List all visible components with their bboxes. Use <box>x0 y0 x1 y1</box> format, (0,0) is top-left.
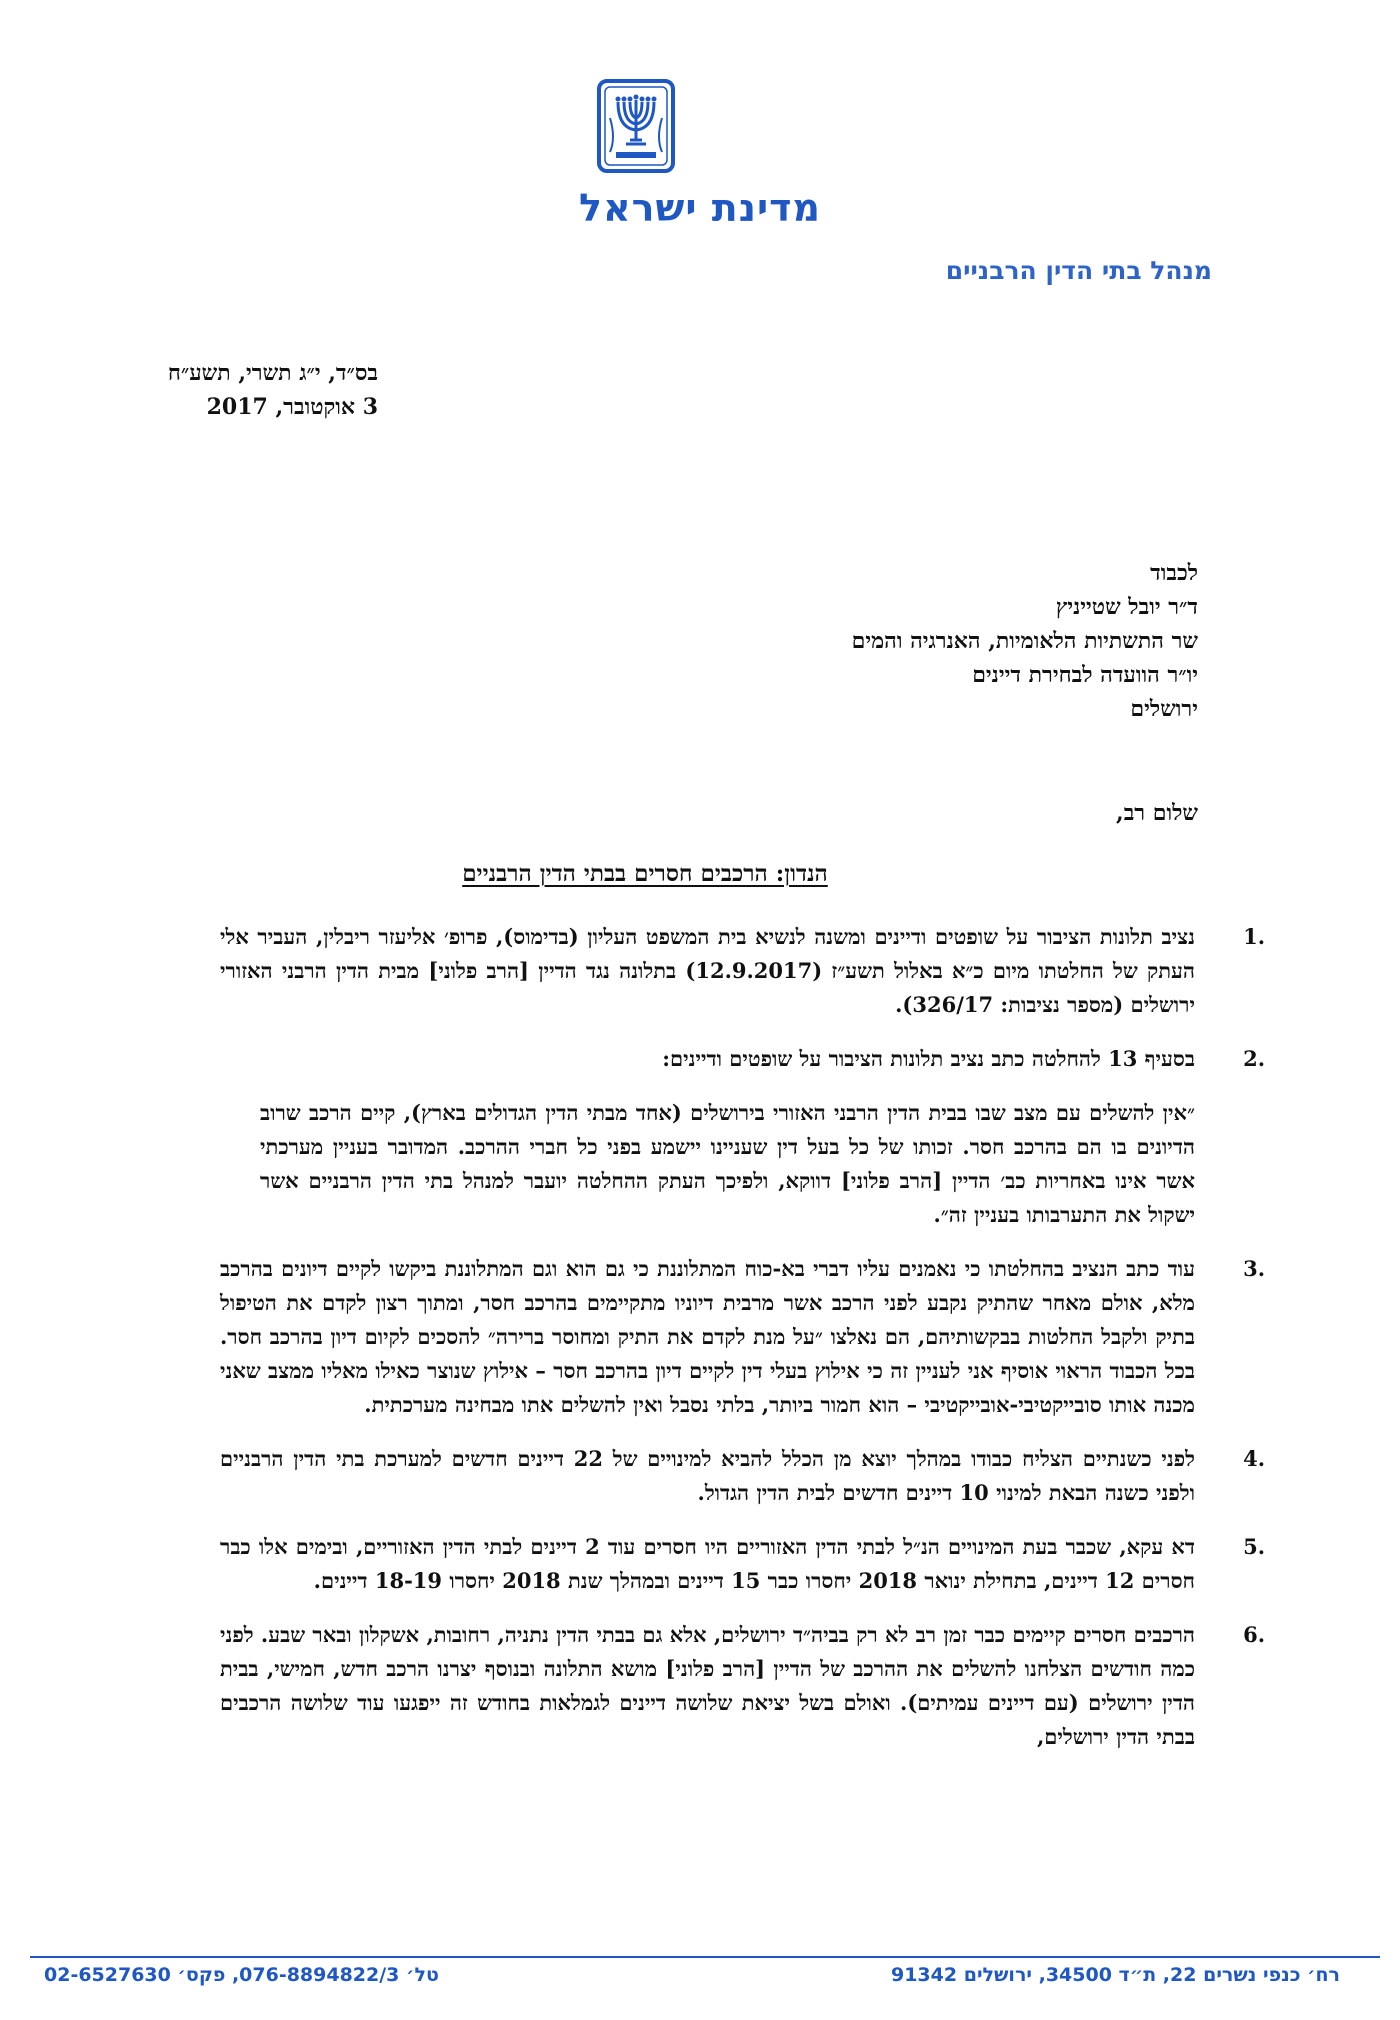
footer-divider <box>30 1956 1380 1958</box>
menorah-emblem-icon <box>596 78 676 174</box>
date-block <box>168 356 378 424</box>
paragraph <box>110 1618 1265 1754</box>
addressee-line: יו״ר הוועדה לבחירת דיינים <box>972 662 1198 688</box>
paragraph-number: .4 <box>1243 1446 1265 1471</box>
paragraph <box>110 1042 1265 1076</box>
paragraph-number: .6 <box>1243 1622 1265 1647</box>
paragraph-number: .3 <box>1243 1256 1265 1281</box>
paragraph-number: .2 <box>1243 1046 1265 1071</box>
paragraph-number: .5 <box>1243 1534 1265 1559</box>
paragraph <box>110 1442 1265 1510</box>
quoted-decision: ״אין להשלים עם מצב שבו בבית הדין הרבני האזורי בירושלים (אחד מבתי הדין הגדולים בארץ), קיים הרכב שרוב הדיונים בו הם בהרכב חסר. זכותו של כל בעל דין שעניינו יישמע בפני כל חברי ההרכב. המדובר בעניין מערכתי אשר אינו באחריות כב׳ הדיין [הרב פלוני] דווקא, ולפיכך העתק ההחלטה יועבר למנהל בתי הדין הרבניים אשר ישקול את התערבותו בעניין זה״. <box>260 1100 1195 1227</box>
greeting: שלום רב, <box>1116 800 1198 826</box>
hebrew-date: בס״ד, י״ג תשרי, תשע״ח <box>167 360 378 386</box>
paragraph <box>110 1530 1265 1598</box>
paragraph-text: לפני כשנתיים הצליח כבודו במהלך יוצא מן הכלל להביא למינויים של 22 דיינים חדשים למערכת בתי הדין הרבניים ולפני כשנה הבאת למינוי 10 דיינים חדשים לבית הדין הגדול. <box>220 1446 1195 1505</box>
paragraph-text: עוד כתב הנציב בהחלטתו כי נאמנים עליו דברי בא-כוח המתלוננת כי גם הוא וגם המתלוננת ביקשו לקיים דיונים בהרכב מלא, אולם מאחר שהתיק נקבע לפני הרכב אשר מרבית דיוניו מתקיימים בהרכב חסר, ומתוך רצון לקדם את הטיפול בתיק ולקבל החלטות בבקשותיהם, הם נאלצו ״על מנת לקדם את התיק ומחוסר ברירה״ להסכים לקיום דיון בהרכב חסר. בכל הכבוד הראוי אוסיף אני לעניין זה כי אילוץ בעלי דין לקיים דיון בהרכב חסר – אילוץ שנוצר כאילו מאליו ממצב שאני מכנה אותו סובייקטיבי-אובייקטיבי – הוא חמור ביותר, בלתי נסבל ואין להשלים אתו מבחינה מערכתית. <box>220 1256 1195 1417</box>
state-title: מדינת ישראל <box>579 186 821 230</box>
paragraph-text: נציב תלונות הציבור על שופטים ודיינים ומשנה לנשיא בית המשפט העליון (בדימוס), פרופ׳ אליעזר ריבלין, העביר אלי העתק של החלטתו מיום כ״א באלול תשע״ז (12.9.2017) בתלונה נגד הדיין [הרב פלוני] מבית הדין הרבני האזורי ירושלים (מספר נציבות: 326/17). <box>220 924 1195 1017</box>
paragraph-text: בסעיף 13 להחלטה כתב נציב תלונות הציבור על שופטים ודיינים: <box>662 1046 1195 1071</box>
footer-address: רח׳ כנפי נשרים 22, ת״ד 34500, ירושלים 91342 <box>890 1964 1340 1986</box>
paragraph-number: .1 <box>1243 924 1265 949</box>
paragraph <box>110 920 1265 1022</box>
paragraph <box>110 1252 1265 1422</box>
addressee-line: ירושלים <box>1130 696 1198 722</box>
addressee-line: שר התשתיות הלאומיות, האנרגיה והמים <box>851 628 1198 654</box>
paragraph-text: דא עקא, שכבר בעת המינויים הנ״ל לבתי הדין האזוריים היו חסרים עוד 2 דיינים לבתי הדין האזוריים, ובימים אלו כבר חסרים 12 דיינים, בתחילת ינואר 2018 יחסרו כבר 15 דיינים ובמהלך שנת 2018 יחסרו 18-19 דיינים. <box>220 1534 1196 1593</box>
letter-body <box>110 920 1265 1774</box>
paragraph-text: הרכבים חסרים קיימים כבר זמן רב לא רק בביה״ד ירושלים, אלא גם בבתי הדין נתניה, רחובות, אשקלון ובאר שבע. לפני כמה חודשים הצלחנו להשלים את ההרכב של הדיין [הרב פלוני] מושא התלונה ובנוסף יצרנו הרכב חדש, חמישי, בבית הדין ירושלים (עם דיינים עמיתים). ואולם בשל יציאת שלושה דיינים לגמלאות בחודש זה ייפגעו עוד שלושה הרכבים בבתי הדין ירושלים, <box>220 1622 1195 1749</box>
addressee-line: ד״ר יובל שטייניץ <box>1055 594 1198 620</box>
department-name: מנהל בתי הדין הרבניים <box>945 256 1212 285</box>
footer-phones: טל׳ 076-8894822/3, פקס׳ 02-6527630 <box>44 1964 439 1986</box>
addressee-line: לכבוד <box>1150 560 1198 586</box>
gregorian-date: 3 אוקטובר, 2017 <box>206 394 378 420</box>
addressee-block <box>852 556 1198 726</box>
subject-line: הנדון: הרכבים חסרים בבתי הדין הרבניים <box>462 860 828 887</box>
